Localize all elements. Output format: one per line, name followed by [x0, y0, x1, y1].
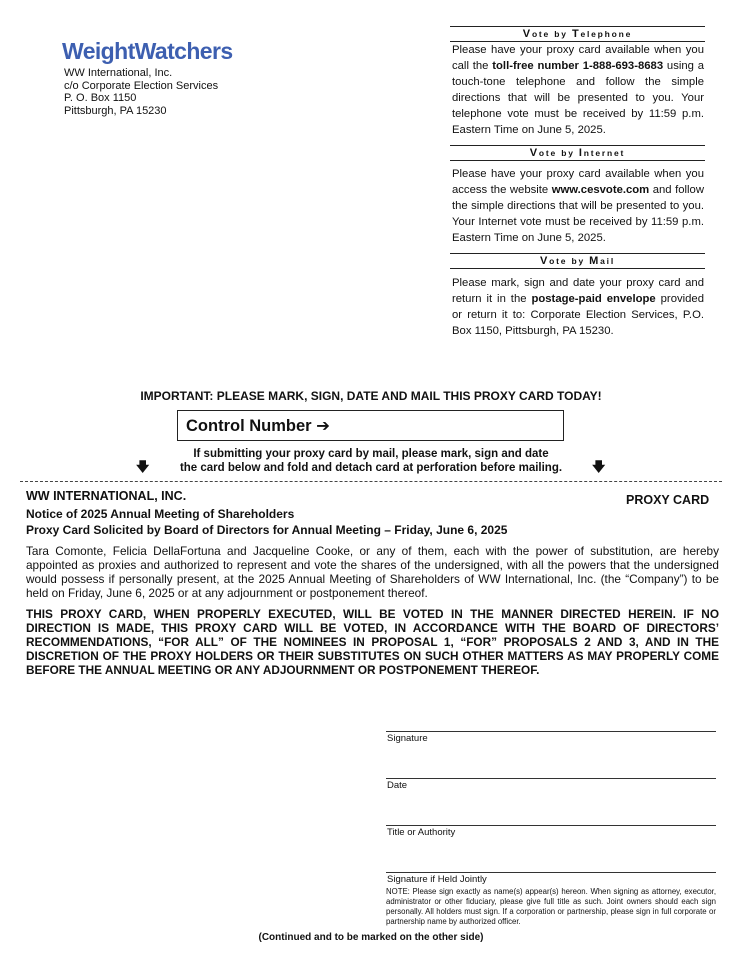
title-label: Title or Authority — [387, 827, 456, 838]
heading-cap: M — [589, 255, 601, 267]
signature-label: Signature — [387, 733, 428, 744]
solicitation-line: Proxy Card Solicited by Board of Directors for Annual Meeting – Friday, June 6, 2025 — [26, 523, 508, 537]
heading-cap: V — [529, 147, 539, 159]
address-line: P. O. Box 1150 — [64, 92, 137, 104]
heading-rest: elephone — [580, 29, 633, 39]
arrow-down-icon: 🡇 — [136, 459, 150, 474]
website-link[interactable]: www.cesvote.com — [551, 184, 650, 196]
joint-signature-line[interactable] — [386, 872, 716, 873]
arrow-down-icon: 🡇 — [592, 459, 606, 474]
vote-by-mail-text — [452, 275, 704, 339]
toll-free-number: toll-free number 1-888-693-8683 — [492, 60, 664, 72]
control-number-label: Control Number ➔ — [186, 417, 330, 435]
heading-cap: V — [522, 28, 532, 40]
body-text: Please have your proxy card available when you call the — [452, 44, 704, 72]
vote-by-telephone-heading — [450, 26, 705, 42]
date-line[interactable] — [386, 778, 716, 779]
signing-note: NOTE: Please sign exactly as name(s) appear(s) hereon. When signing as attorney, executor, administrator or other fiduciary, please give full title as such. Joint owners should each sign personally. All holders must sign. If a corporation or partnership, please sign in full corporate or partnership name by authorized officer. — [386, 887, 716, 926]
heading-rest: ail — [600, 256, 615, 266]
continued-note: (Continued and to be marked on the other side) — [258, 932, 484, 943]
body-text: Please mark, sign and date your proxy card and return it in the — [452, 277, 704, 305]
proxy-appointment-text: Tara Comonte, Felicia DellaFortuna and Jacqueline Cooke, or any of them, each with the power of substitution, are hereby appointed as proxies and authorized to represent and vote the shares of the undersigned, with all the powers that the undersigned would possess if personally present, at the 2025 Annual Meeting of Shareholders of WW International, Inc. (the “Company”) to be held on Friday, June 6, 2025 or at any adjournment or postponement thereof. — [26, 544, 719, 600]
heading-cap: V — [540, 255, 550, 267]
date-label: Date — [387, 780, 408, 791]
voting-directive-text: THIS PROXY CARD, WHEN PROPERLY EXECUTED, WILL BE VOTED IN THE MANNER DIRECTED HEREIN. IF NO DIRECTION IS MADE, THIS PROXY CARD WILL BE VOTED, IN ACCORDANCE WITH THE BOARD OF DIRECTORS’ RECOMMENDATIONS, “FOR ALL” OF THE NOMINEES IN PROPOSAL 1, “FOR” PROPOSALS 2 AND 3, AND IN THE DISCRETION OF THE PROXY HOLDERS OR THEIR SUBSTITUTES ON SUCH OTHER MATTERS AS MAY PROPERLY COME BEFORE THE ANNUAL MEETING OR ANY ADJOURNMENT OR POSTPONEMENT THEREOF. — [26, 607, 719, 677]
heading-rest: ote by — [549, 256, 590, 266]
heading-rest: ote by — [538, 148, 579, 158]
body-text: using a touch-tone telephone and follow the simple directions that will be presented to you. Your telephone vote must be received by 11:59 p.m. Eastern Time on June 5, 2025. — [452, 60, 704, 136]
heading-rest: nternet — [583, 148, 626, 158]
vote-by-telephone-text — [452, 42, 704, 138]
vote-by-internet-heading — [450, 145, 705, 161]
meeting-notice: Notice of 2025 Annual Meeting of Shareholders — [26, 507, 295, 521]
postage-paid-envelope: postage-paid envelope — [531, 293, 656, 305]
heading-cap: T — [571, 28, 581, 40]
submit-note-line-1: If submitting your proxy card by mail, please mark, sign and date — [193, 448, 549, 460]
perforation-line — [20, 481, 722, 482]
joint-signature-label: Signature if Held Jointly — [387, 874, 487, 885]
control-number-box — [177, 410, 564, 441]
address-line: WW International, Inc. — [64, 67, 173, 79]
vote-by-internet-text — [452, 166, 704, 246]
title-line[interactable] — [386, 825, 716, 826]
address-line: Pittsburgh, PA 15230 — [64, 104, 167, 117]
heading-cap: I — [578, 147, 584, 159]
body-text: Please have your proxy card available when you access the website — [452, 168, 704, 196]
heading-rest: ote by — [531, 29, 572, 39]
company-name: WW INTERNATIONAL, INC. — [26, 489, 187, 503]
important-notice: IMPORTANT: PLEASE MARK, SIGN, DATE AND MAIL THIS PROXY CARD TODAY! — [140, 389, 602, 403]
signature-line[interactable] — [386, 731, 716, 732]
proxy-card-title: PROXY CARD — [626, 493, 710, 507]
return-address — [64, 67, 218, 117]
weightwatchers-logo: WeightWatchers — [62, 38, 233, 64]
address-line: c/o Corporate Election Services — [64, 79, 219, 92]
body-text: provided or return it to: Corporate Election Services, P.O. Box 1150, Pittsburgh, PA 15230. — [452, 293, 704, 337]
submit-note-line-2: the card below and fold and detach card at perforation before mailing. — [179, 462, 563, 474]
body-text: and follow the simple directions that will be presented to you. Your Internet vote must be received by 11:59 p.m. Eastern Time on June 5, 2025. — [452, 184, 704, 244]
vote-by-mail-heading — [450, 253, 705, 269]
